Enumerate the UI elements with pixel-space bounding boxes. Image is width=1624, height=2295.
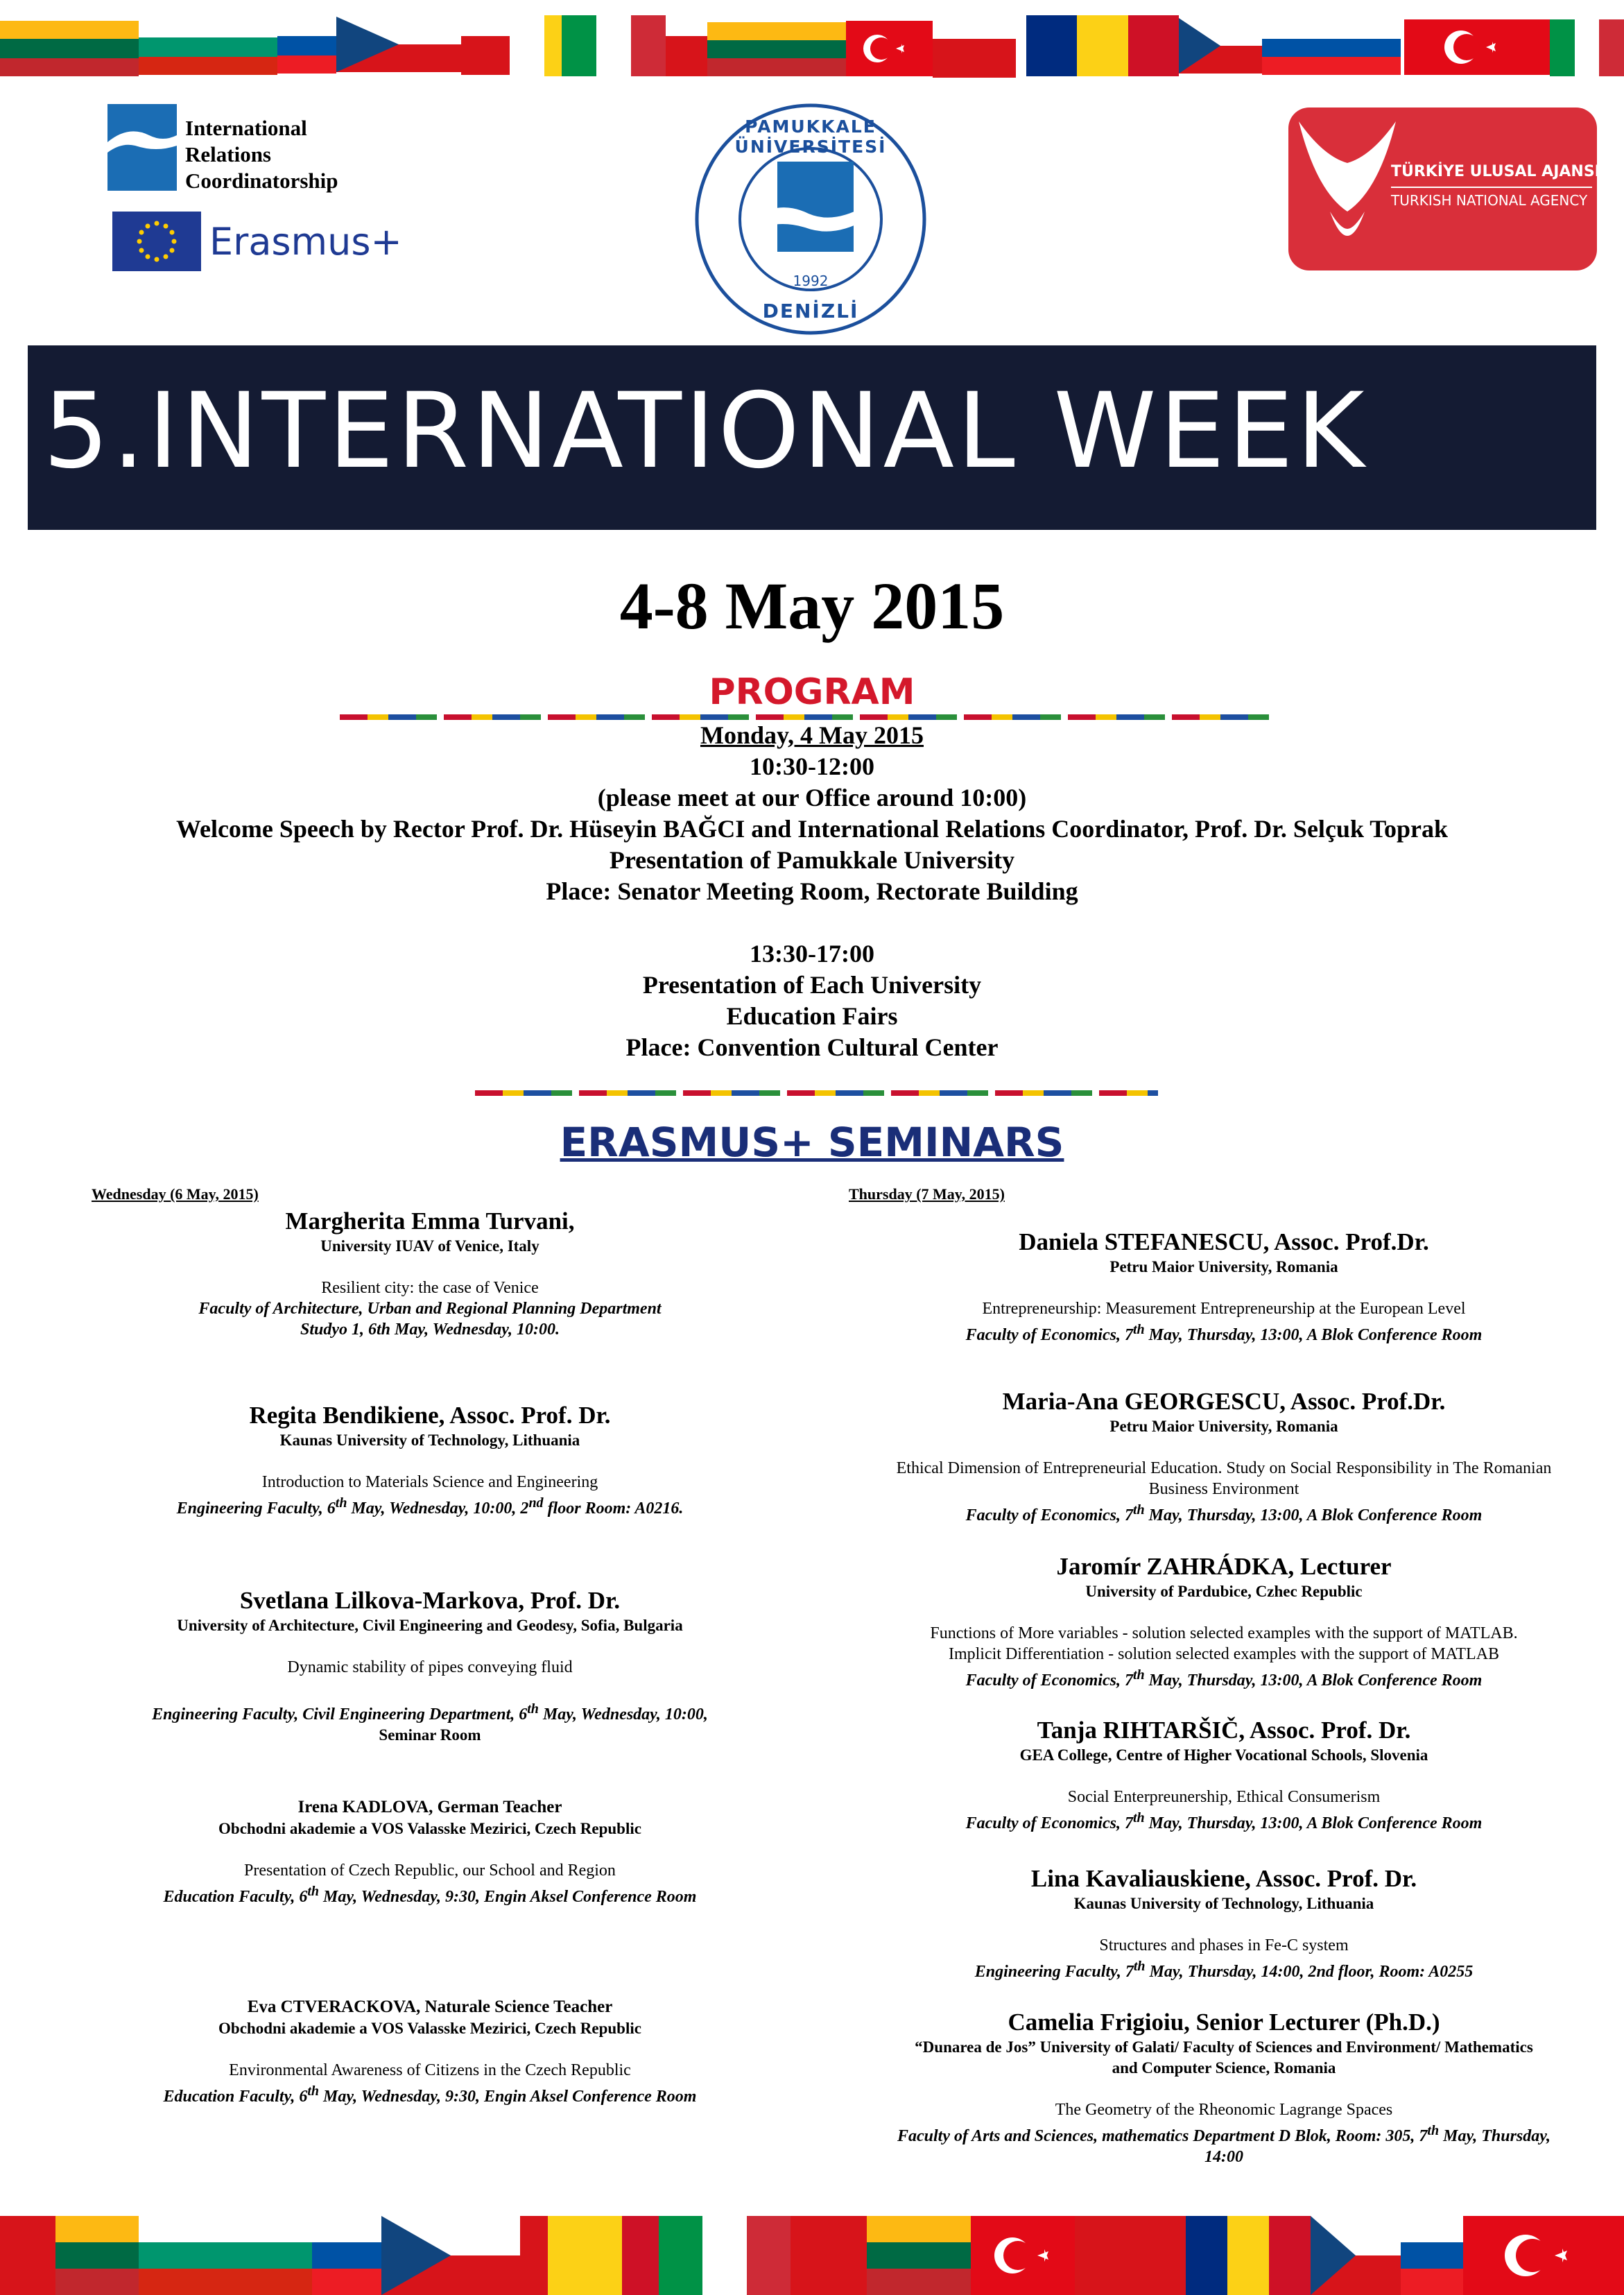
pamukkale-university-seal: PAMUKKALE ÜNİVERSİTESİ 1992 DENİZLİ <box>694 103 927 336</box>
erasmus-logo-text: Erasmus+ <box>209 220 402 264</box>
speaker-institution: Petru Maior University, Romania <box>1109 1418 1338 1435</box>
session2-presentation: Presentation of Each University <box>642 971 982 999</box>
speaker-name: Lina Kavaliauskiene, Assoc. Prof. Dr. <box>1030 1865 1417 1892</box>
speaker-name: Margherita Emma Turvani, <box>285 1207 575 1235</box>
irc-logo-mark <box>107 104 177 191</box>
seminar-entry <box>832 1387 1616 1526</box>
seminar-topic: Environmental Awareness of Citizens in the Czech Republic <box>229 2061 631 2079</box>
seminar-topic-2: Implicit Differentiation - solution selected examples with the support of MATLAB <box>948 1645 1500 1663</box>
flag-slovenia <box>312 2216 381 2295</box>
speaker-name: Jaromír ZAHRÁDKA, Lecturer <box>1056 1553 1392 1580</box>
erasmus-logo <box>112 212 411 277</box>
thursday-heading: Thursday (7 May, 2015) <box>849 1185 1005 1203</box>
turkish-national-agency-logo <box>1288 108 1600 270</box>
flag-slovenia <box>277 18 336 74</box>
seminar-topic: Presentation of Czech Republic, our School and Region <box>244 1862 616 1880</box>
seminar-place: Faculty of Economics, 7th May, Thursday, 13:00, A Blok Conference Room <box>965 1667 1483 1690</box>
seminar-topic: Functions of More variables - solution selected examples with the support of MATLAB. <box>930 1624 1518 1642</box>
speaker-name: Tanja RIHTARŠIČ, Assoc. Prof. Dr. <box>1037 1717 1411 1744</box>
flag-turkey <box>846 21 933 76</box>
agency-name-en: TURKISH NATIONAL AGENCY <box>1391 192 1588 209</box>
speaker-name: Regita Bendikiene, Assoc. Prof. Dr. <box>249 1402 611 1429</box>
program-heading: PROGRAM <box>709 671 915 713</box>
seminar-topic: Introduction to Materials Science and Engineering <box>261 1473 598 1491</box>
speaker-name: Maria-Ana GEORGESCU, Assoc. Prof.Dr. <box>1002 1388 1446 1415</box>
seminar-topic: Dynamic stability of pipes conveying fluid <box>287 1658 573 1676</box>
seminar-place-2: 14:00 <box>1204 2148 1243 2166</box>
flag-red-strip <box>461 36 510 75</box>
flag-czech <box>381 2216 520 2295</box>
seminar-topic: Structures and phases in Fe-C system <box>1099 1936 1349 1954</box>
seminar-entry <box>69 1586 791 1746</box>
seminar-place: Faculty of Architecture, Urban and Regional Planning Department <box>198 1300 662 1318</box>
flag-italy-2 <box>1550 19 1624 76</box>
flag-slovenia-2 <box>1401 2216 1463 2295</box>
seminar-topic: The Geometry of the Rheonomic Lagrange Spaces <box>1055 2101 1393 2119</box>
flag-red-strip-2 <box>520 2216 548 2295</box>
flag-italy <box>659 2216 791 2295</box>
speaker-name: Daniela STEFANESCU, Assoc. Prof.Dr. <box>1019 1228 1429 1255</box>
agency-name-tr: TÜRKİYE ULUSAL AJANSI <box>1391 163 1600 180</box>
seminars-heading: ERASMUS+ SEMINARS <box>560 1119 1064 1166</box>
irc-logo <box>107 104 399 194</box>
flag-red-strip-2 <box>666 36 707 76</box>
speaker-institution: “Dunarea de Jos” University of Galati/ Faculty of Sciences and Environment/ Mathematics <box>915 2038 1533 2056</box>
seminar-place: Engineering Faculty, 6th May, Wednesday, 10:00, 2nd floor Room: A0216. <box>176 1495 684 1518</box>
flag-czech-2 <box>1311 2216 1401 2295</box>
irc-logo-line3: Coordinatorship <box>185 169 338 193</box>
flag-romania <box>548 2216 659 2295</box>
seminar-topic: Resilient city: the case of Venice <box>321 1279 539 1297</box>
speaker-institution: University of Pardubice, Czhec Republic <box>1085 1583 1363 1600</box>
seminar-place: Engineering Faculty, 7th May, Thursday, 14:00, 2nd floor, Room: A0255 <box>974 1959 1474 1981</box>
speaker-institution: GEA College, Centre of Higher Vocational Schools, Slovenia <box>1019 1746 1428 1764</box>
seminar-entry <box>832 1864 1616 1982</box>
bottom-flag-band <box>0 2216 1624 2295</box>
irc-logo-line2: Relations <box>185 142 271 166</box>
seminar-entry <box>832 1716 1616 1834</box>
flag-romania-2 <box>1026 15 1179 76</box>
seminar-entry <box>832 1552 1616 1691</box>
top-flag-band <box>0 15 1624 78</box>
program-divider-bottom <box>475 1090 1158 1096</box>
flag-slovenia-2 <box>1262 21 1401 75</box>
seminar-place: Education Faculty, 6th May, Wednesday, 9:30, Engin Aksel Conference Room <box>163 2083 697 2106</box>
speaker-institution: University of Architecture, Civil Engineering and Geodesy, Sofia, Bulgaria <box>177 1617 683 1634</box>
flag-red-strip-3 <box>791 2216 867 2295</box>
seminar-place: Faculty of Economics, 7th May, Thursday, 13:00, A Blok Conference Room <box>965 1810 1483 1832</box>
speaker-institution: Petru Maior University, Romania <box>1109 1258 1338 1275</box>
flag-red-strip-3 <box>933 39 1016 78</box>
seminar-place-2: Seminar Room <box>379 1726 481 1744</box>
program-divider-top <box>340 714 1276 720</box>
seminar-entry <box>69 1996 791 2107</box>
seminar-place: Faculty of Arts and Sciences, mathematics Department D Blok, Room: 305, 7th May, Thursday, <box>897 2123 1551 2145</box>
session1-note: (please meet at our Office around 10:00) <box>597 784 1027 811</box>
seminar-topic: Social Enterpreunership, Ethical Consumerism <box>1067 1788 1381 1806</box>
flag-lithuania-2 <box>707 22 846 76</box>
flag-bulgaria <box>139 19 277 75</box>
seminar-place: Faculty of Economics, 7th May, Thursday, 13:00, A Blok Conference Room <box>965 1322 1483 1344</box>
irc-logo-line1: International <box>185 116 307 140</box>
flag-lithuania <box>0 21 139 76</box>
session2-place: Place: Convention Cultural Center <box>625 1033 999 1061</box>
session1-place: Place: Senator Meeting Room, Rectorate Building <box>546 877 1078 905</box>
flag-turkey <box>971 2216 1075 2295</box>
speaker-name: Camelia Frigioiu, Senior Lecturer (Ph.D.) <box>1008 2009 1440 2036</box>
seminar-entry <box>832 1228 1616 1346</box>
seminar-place: Faculty of Economics, 7th May, Thursday, 13:00, A Blok Conference Room <box>965 1502 1483 1524</box>
session1-presentation: Presentation of Pamukkale University <box>609 846 1015 874</box>
seminar-entry <box>69 1796 791 1907</box>
seminar-topic-2: Business Environment <box>1148 1480 1299 1498</box>
session2-time: 13:30-17:00 <box>750 940 874 968</box>
program-monday <box>0 720 1624 1063</box>
event-date: 4-8 May 2015 <box>619 569 1005 643</box>
speaker-name: Irena KADLOVA, German Teacher <box>297 1798 562 1816</box>
speaker-institution-2: and Computer Science, Romania <box>1112 2059 1336 2077</box>
seal-city: DENİZLİ <box>762 300 859 323</box>
flag-turkey-2 <box>1463 2216 1624 2295</box>
seminar-place: Education Faculty, 6th May, Wednesday, 9:30, Engin Aksel Conference Room <box>163 1884 697 1906</box>
speaker-name: Eva CTVERACKOVA, Naturale Science Teacher <box>247 1997 613 2016</box>
seminar-place: Engineering Faculty, Civil Engineering Department, 6th May, Wednesday, 10:00, <box>152 1701 708 1724</box>
seminar-entry <box>69 1401 791 1519</box>
seminar-entry <box>832 2008 1616 2167</box>
session2-fairs: Education Fairs <box>726 1002 898 1030</box>
speaker-name: Svetlana Lilkova-Markova, Prof. Dr. <box>239 1587 621 1614</box>
speaker-institution: Kaunas University of Technology, Lithuania <box>279 1432 580 1449</box>
page-title: 5.INTERNATIONAL WEEK <box>43 371 1367 492</box>
speaker-institution: University IUAV of Venice, Italy <box>320 1237 539 1255</box>
flag-bulgaria <box>139 2216 312 2295</box>
flag-red-strip <box>0 2216 55 2295</box>
flag-czech <box>336 17 461 72</box>
speaker-institution: Kaunas University of Technology, Lithuania <box>1073 1895 1374 1912</box>
seminar-place-2: Studyo 1, 6th May, Wednesday, 10:00. <box>300 1321 560 1339</box>
seminar-entry <box>69 1207 791 1340</box>
flag-romania-2 <box>1186 2216 1311 2295</box>
flag-red-strip-4 <box>1075 2216 1186 2295</box>
seminar-topic: Entrepreneurship: Measurement Entrepreneurship at the European Level <box>982 1300 1466 1318</box>
flag-turkey-2 <box>1404 19 1550 75</box>
session1-time: 10:30-12:00 <box>750 753 874 780</box>
wednesday-column <box>69 1207 791 2122</box>
eu-flag-icon <box>112 212 201 271</box>
thursday-column <box>832 1228 1616 2185</box>
program-day: Monday, 4 May 2015 <box>700 721 924 749</box>
flag-lithuania <box>55 2216 139 2295</box>
tulip-icon <box>1288 108 1406 270</box>
wednesday-heading: Wednesday (6 May, 2015) <box>92 1185 259 1203</box>
flag-lithuania-2 <box>867 2216 971 2295</box>
flag-italy <box>562 15 666 76</box>
seminar-topic: Ethical Dimension of Entrepreneurial Education. Study on Social Responsibility in The Romanian <box>896 1459 1552 1477</box>
speaker-institution: Obchodni akademie a VOS Valasske Mezirici, Czech Republic <box>218 1820 641 1837</box>
flag-czech-2 <box>1179 18 1262 74</box>
session1-welcome: Welcome Speech by Rector Prof. Dr. Hüseyin BAĞCI and International Relations Coordinator, Prof. Dr. Selçuk Toprak <box>175 815 1449 843</box>
speaker-institution: Obchodni akademie a VOS Valasske Mezirici, Czech Republic <box>218 2020 641 2037</box>
seal-year: 1992 <box>793 273 829 289</box>
